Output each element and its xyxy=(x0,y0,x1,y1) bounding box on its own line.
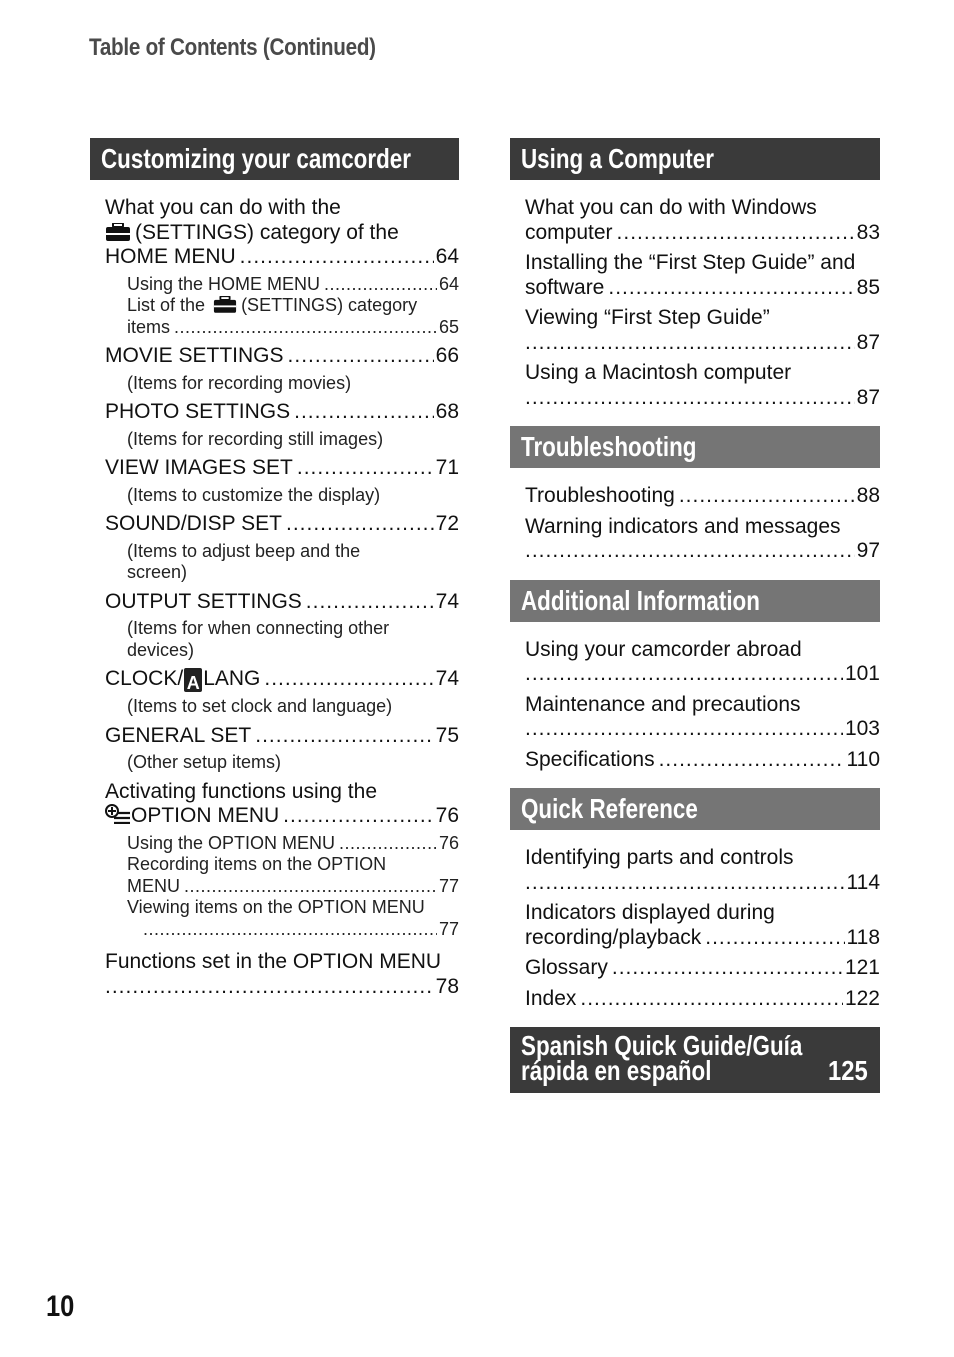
toc-entry-text: (SETTINGS) category of the xyxy=(135,220,399,244)
toc-entry-description: (Items for recording movies) xyxy=(127,372,352,393)
toc-subentry-using-home-menu[interactable] xyxy=(127,274,459,296)
toc-entry-text: SOUND/DISP SET xyxy=(105,512,282,535)
toc-entry-description-line: devices) xyxy=(127,639,195,660)
toc-entry-text: HOME MENU xyxy=(105,245,236,268)
toc-list-additional xyxy=(510,622,880,773)
page-ref: 101 xyxy=(844,662,880,685)
leader-dots xyxy=(617,221,855,246)
toc-entry-description: (Items for recording still images) xyxy=(127,428,384,449)
toolbox-icon xyxy=(213,296,237,313)
page-ref: 71 xyxy=(435,456,459,479)
page-ref: 64 xyxy=(435,245,459,268)
toc-entry-windows[interactable] xyxy=(525,196,880,245)
toc-subentries xyxy=(105,833,459,941)
toc-entry-option-menu[interactable] xyxy=(105,780,459,941)
page-ref: 77 xyxy=(438,918,459,939)
leader-dots xyxy=(679,484,855,509)
leader-dots xyxy=(306,590,434,615)
toc-entry-line: Viewing “First Step Guide” xyxy=(525,306,770,329)
leader-dots xyxy=(525,717,843,742)
leader-dots xyxy=(174,317,437,339)
toc-entry-text: OPTION MENU xyxy=(131,804,280,827)
toc-entry-text: Index xyxy=(525,986,577,1010)
toc-entry-functions-option-menu[interactable] xyxy=(105,950,459,999)
page-ref: 78 xyxy=(435,974,459,998)
toc-entry-line: Using a Macintosh computer xyxy=(525,361,792,384)
toc-entry-text: OUTPUT SETTINGS xyxy=(105,589,302,613)
toc-entry-description xyxy=(105,541,459,584)
toc-subentry-recording-items[interactable] xyxy=(127,854,459,897)
section-title-line: Spanish Quick Guide/Guía xyxy=(521,1030,803,1061)
page-ref: 118 xyxy=(846,925,880,949)
section-header-troubleshooting xyxy=(510,426,880,468)
toc-entry-settings-category[interactable] xyxy=(105,196,459,338)
toc-entry-output-settings[interactable] xyxy=(105,590,459,662)
toc-entry-text: software xyxy=(525,275,605,299)
section-title: Troubleshooting xyxy=(521,431,697,462)
leader-dots xyxy=(286,512,434,537)
toc-entry-text: CLOCK/ xyxy=(105,667,184,690)
page-ref: 72 xyxy=(435,512,459,535)
toc-entry-line: What you can do with Windows xyxy=(525,196,817,219)
leader-dots xyxy=(143,919,437,941)
leader-dots xyxy=(255,724,433,749)
leader-dots xyxy=(525,539,855,564)
leader-dots xyxy=(324,274,437,296)
toc-entry-text: LANG xyxy=(203,667,261,690)
page-ref: 66 xyxy=(435,344,459,367)
toc-entry-general-set[interactable] xyxy=(105,724,459,774)
toc-entry-installing[interactable] xyxy=(525,251,880,300)
toc-entry-text: VIEW IMAGES SET xyxy=(105,456,293,479)
page-ref: 85 xyxy=(856,275,880,299)
leader-dots xyxy=(525,871,845,896)
page-number: 10 xyxy=(46,1290,75,1323)
option-menu-icon xyxy=(105,804,131,824)
leader-dots xyxy=(240,245,434,270)
section-header-customizing xyxy=(90,138,459,180)
toc-entry-abroad[interactable] xyxy=(525,638,880,687)
page-ref: 88 xyxy=(856,484,880,507)
toc-entry-text: GENERAL SET xyxy=(105,723,252,747)
leader-dots xyxy=(525,662,843,687)
toolbox-icon xyxy=(105,223,131,241)
section-header-additional-information xyxy=(510,580,880,622)
page-ref: 83 xyxy=(856,220,880,244)
leader-dots xyxy=(580,987,843,1012)
page-ref: 87 xyxy=(856,385,880,409)
toc-entry-line xyxy=(105,221,459,246)
toc-entry-description xyxy=(105,618,459,661)
page-ref: 64 xyxy=(438,273,459,294)
toc-entry-troubleshooting[interactable] xyxy=(525,484,880,509)
toc-entry-movie-settings[interactable] xyxy=(105,344,459,394)
leader-dots xyxy=(283,804,433,829)
leader-dots xyxy=(525,386,855,411)
page-ref: 87 xyxy=(856,330,880,354)
section-header-spanish-guide[interactable] xyxy=(510,1027,880,1093)
letter-a-icon: A xyxy=(184,668,202,692)
toc-entry-glossary[interactable] xyxy=(525,956,880,981)
toc-entry-line: Maintenance and precautions xyxy=(525,692,801,716)
toc-subentry-leader xyxy=(127,317,459,339)
leader-dots xyxy=(705,926,844,951)
right-column xyxy=(510,138,880,1093)
toc-entry-text: PHOTO SETTINGS xyxy=(105,400,291,423)
leader-dots xyxy=(608,276,854,301)
toc-entry-description: (Items to customize the display) xyxy=(127,484,381,505)
toc-entry-text: MOVIE SETTINGS xyxy=(105,344,284,367)
toc-subentry-text: Using the OPTION MENU xyxy=(127,832,336,853)
page-ref: 103 xyxy=(844,717,880,740)
toc-subentry-text: Viewing items on the OPTION MENU xyxy=(127,897,425,917)
toc-entry-line: Identifying parts and controls xyxy=(525,846,794,869)
toc-entry-leader xyxy=(105,245,459,270)
leader-dots xyxy=(184,876,437,898)
toc-entry-line: Activating functions using the xyxy=(105,779,377,803)
toc-subentry-text: List of the xyxy=(127,295,206,315)
toc-entry-description-line: (Items for when connecting other xyxy=(127,618,390,638)
toc-entry-text: recording/playback xyxy=(525,925,702,949)
leader-dots xyxy=(264,667,433,692)
toc-entry-viewing-guide[interactable] xyxy=(525,306,880,355)
toc-entry-line: Warning indicators and messages xyxy=(525,514,841,538)
toc-subentry-text: (SETTINGS) category xyxy=(241,295,418,315)
toc-entry-sound-disp-set[interactable] xyxy=(105,512,459,584)
toc-entry-description: (Items to set clock and language) xyxy=(127,696,393,716)
section-header-computer xyxy=(510,138,880,180)
page-ref: 75 xyxy=(435,723,459,747)
toc-list-troubleshooting xyxy=(510,468,880,564)
toc-subentry-viewing-items[interactable] xyxy=(127,897,459,940)
leader-dots xyxy=(105,975,434,1000)
toc-list-computer xyxy=(510,180,880,410)
section-title: Using a Computer xyxy=(521,143,714,174)
toc-entry-description: (Other setup items) xyxy=(127,752,282,772)
toc-entry-specifications[interactable] xyxy=(525,748,880,773)
running-head: Table of Contents (Continued) xyxy=(89,34,376,61)
toc-entry-view-images-set[interactable] xyxy=(105,456,459,506)
leader-dots xyxy=(612,956,843,981)
leader-dots xyxy=(659,748,845,773)
page-ref: 114 xyxy=(846,870,880,894)
toc-subentry-line xyxy=(127,295,459,317)
leader-dots xyxy=(525,331,855,356)
page-ref: 110 xyxy=(846,747,880,771)
toc-subentry-text: MENU xyxy=(127,875,180,896)
page-ref: 76 xyxy=(438,832,459,853)
toc-subentry-text: Using the HOME MENU xyxy=(127,273,321,294)
toc-entry-text: Troubleshooting xyxy=(525,484,675,507)
toc-entry-line: Installing the “First Step Guide” and xyxy=(525,251,856,274)
toc-entry-text: computer xyxy=(525,220,613,244)
toc-list-quick-reference xyxy=(510,830,880,1011)
toc-entry-warning-indicators[interactable] xyxy=(525,515,880,564)
page-ref: 74 xyxy=(435,589,459,613)
toc-entry-line: Using your camcorder abroad xyxy=(525,637,802,661)
section-title: Quick Reference xyxy=(521,793,698,824)
toc-entry-photo-settings[interactable] xyxy=(105,400,459,450)
toc-subentry-using-option-menu[interactable] xyxy=(127,833,459,855)
section-title: Additional Information xyxy=(521,584,760,616)
section-title-line: rápida en español xyxy=(521,1055,712,1086)
page-ref: 76 xyxy=(435,804,459,827)
toc-subentry-text: Recording items on the OPTION xyxy=(127,854,387,874)
toc-entry-clock-lang[interactable] xyxy=(105,667,459,718)
toc-subentries xyxy=(105,274,459,339)
toc-subentry-text: items xyxy=(127,316,171,337)
toc-entry-index[interactable] xyxy=(525,987,880,1012)
toc-entry-text: Glossary xyxy=(525,956,608,979)
page-ref: 77 xyxy=(438,875,459,896)
toc-entry-description-line: screen) xyxy=(127,562,188,582)
toc-entry-indicators[interactable] xyxy=(525,901,880,950)
page-ref: 65 xyxy=(438,316,459,337)
toc-entry-text: Specifications xyxy=(525,747,655,771)
leader-dots xyxy=(294,400,434,425)
toc-entry-parts-controls[interactable] xyxy=(525,846,880,895)
toc-entry-line: What you can do with the xyxy=(105,196,341,219)
section-title: Customizing your camcorder xyxy=(101,143,411,174)
leader-dots xyxy=(297,456,434,481)
left-column xyxy=(90,138,459,999)
page-ref: 97 xyxy=(856,539,880,562)
leader-dots xyxy=(288,344,434,369)
page-ref: 125 xyxy=(828,1055,868,1086)
toc-entry-line: Indicators displayed during xyxy=(525,901,775,924)
page-ref: 121 xyxy=(844,956,880,979)
toc-entry-line: Functions set in the OPTION MENU xyxy=(105,950,442,973)
page-ref: 74 xyxy=(435,667,459,690)
toc-entry-maintenance[interactable] xyxy=(525,693,880,742)
leader-dots xyxy=(339,833,437,855)
toc-subentry-settings-list[interactable] xyxy=(127,295,459,338)
page-ref: 122 xyxy=(844,986,880,1010)
toc-list-customizing xyxy=(90,180,459,999)
toc-entry-macintosh[interactable] xyxy=(525,361,880,410)
toc-entry-description-line: (Items to adjust beep and the xyxy=(127,540,361,561)
page-ref: 68 xyxy=(435,400,459,423)
section-header-quick-reference xyxy=(510,788,880,830)
